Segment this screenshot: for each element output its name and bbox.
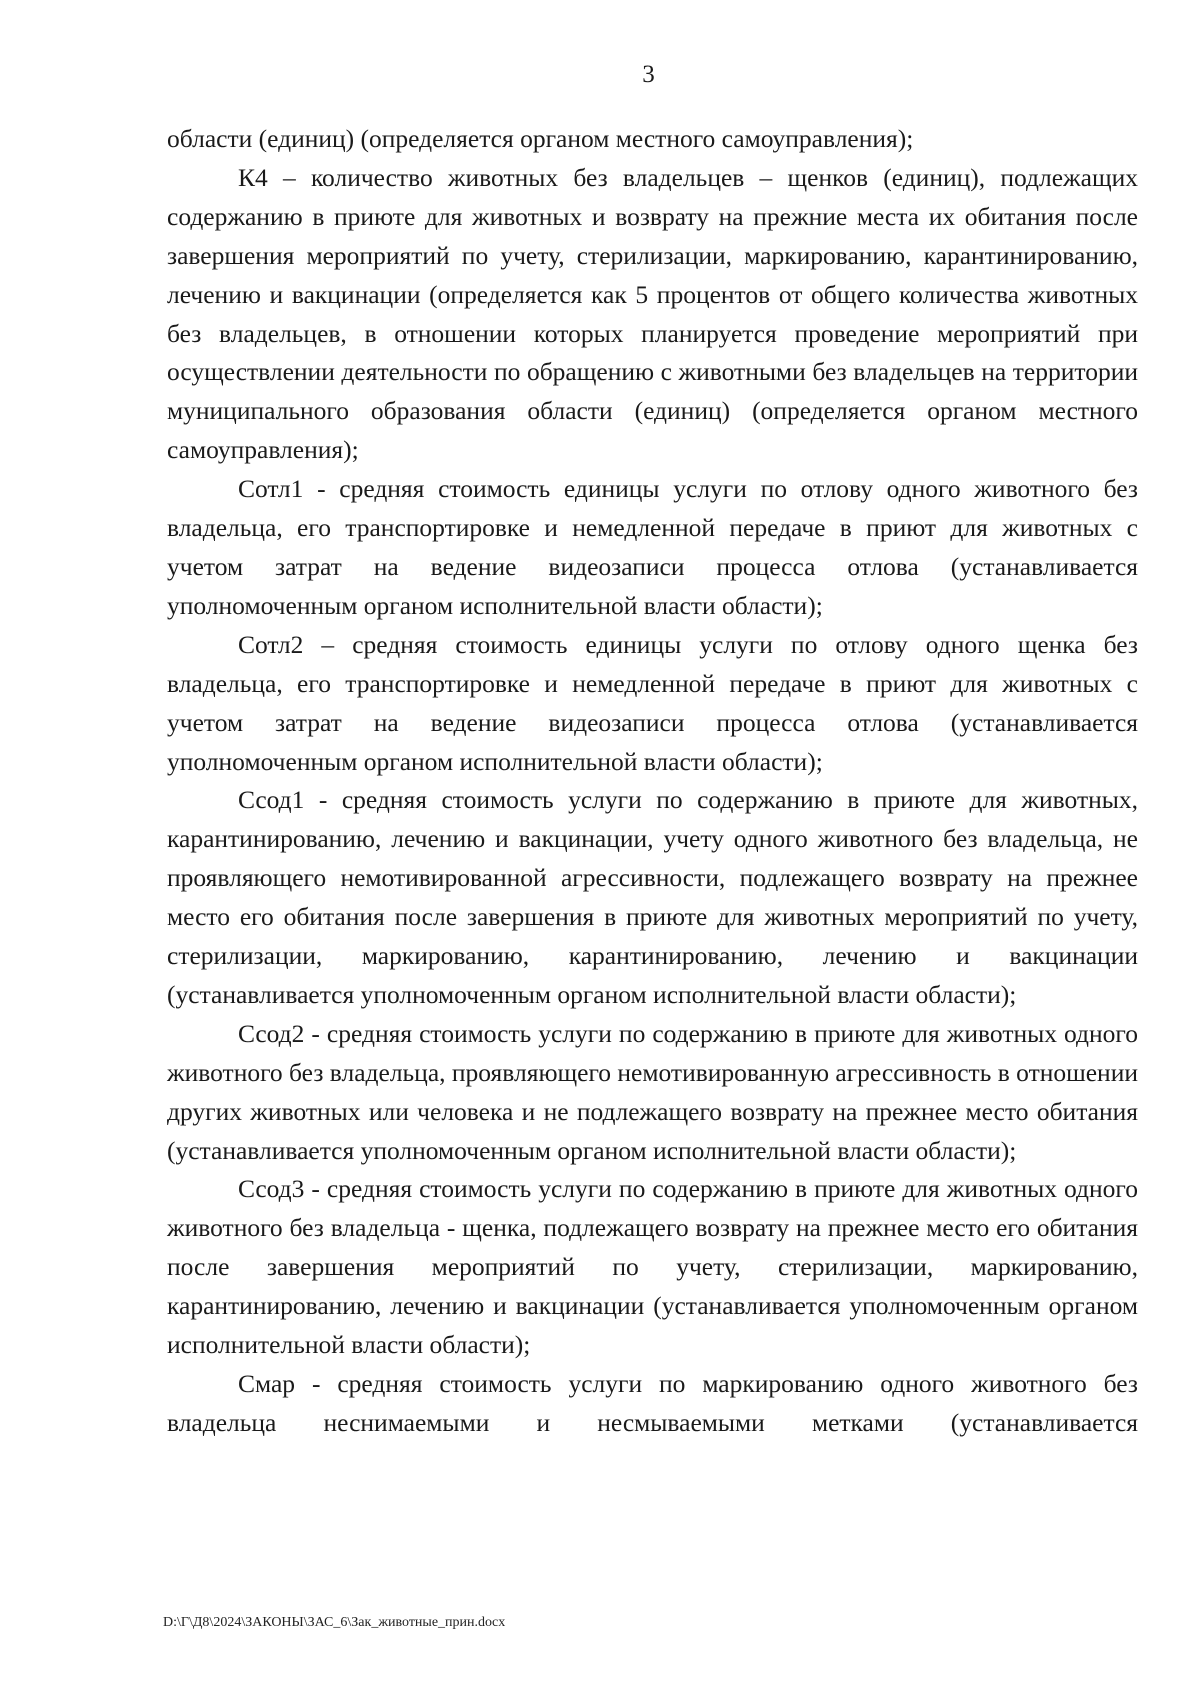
footer-file-path: D:\Г\Д8\2024\ЗАКОНЫ\ЗАС_6\Зак_животные_прин.docx [163,1615,506,1630]
paragraph-ssod2: Ссод2 - средняя стоимость услуги по содержанию в приюте для животных одного животного без владельца, проявляющего немотивированную агрессивность в отношении других животных или человека и не подлежащего возврату на прежнее место обитания (устанавливается уполномоченным органом исполнительной власти области); [167,1018,1138,1165]
paragraph-sotl2: Сотл2 – средняя стоимость единицы услуги по отлову одного щенка без владельца, его транспортировке и немедленной передаче в приют для животных с учетом затрат на ведение видеозаписи процесса отлова (устанавливается уполномоченным органом исполнительной власти области); [167,629,1138,776]
page-number: 3 [642,61,655,88]
document-body [167,120,1138,1443]
paragraph-ssod3: Ссод3 - средняя стоимость услуги по содержанию в приюте для животных одного животного без владельца - щенка, подлежащего возврату на прежнее место его обитания после завершения мероприятий по учету, стерилизации, маркированию, карантинированию, лечению и вакцинации (устанавливается уполномоченным органом исполнительной власти области); [167,1174,1138,1360]
paragraph-ssod1: Ссод1 - средняя стоимость услуги по содержанию в приюте для животных, карантинированию, лечению и вакцинации, учету одного животного без владельца, не проявляющего немотивированной агрессивности, подлежащего возврату на прежнее место его обитания после завершения в приюте для животных мероприятий по учету, стерилизации, маркированию, карантинированию, лечению и вакцинации (устанавливается уполномоченным органом исполнительной власти области); [167,785,1138,1009]
paragraph-continuation: области (единиц) (определяется органом местного самоуправления); [167,124,914,153]
paragraph-smar: Смар - средняя стоимость услуги по маркированию одного животного без владельца неснимаемыми и несмываемыми метками (устанавливается [167,1369,1138,1437]
paragraph-k4: К4 – количество животных без владельцев – щенков (единиц), подлежащих содержанию в приюте для животных и возврату на прежние места их обитания после завершения мероприятий по учету, стерилизации, маркированию, карантинированию, лечению и вакцинации (определяется как 5 процентов от общего количества животных без владельцев, в отношении которых планируется проведение мероприятий при осуществлении деятельности по обращению с животными без владельцев на территории муниципального образования области (единиц) (определяется органом местного самоуправления); [167,162,1138,465]
paragraph-sotl1: Сотл1 - средняя стоимость единицы услуги по отлову одного животного без владельца, его транспортировке и немедленной передаче в приют для животных с учетом затрат на ведение видеозаписи процесса отлова (устанавливается уполномоченным органом исполнительной власти области); [167,474,1138,620]
